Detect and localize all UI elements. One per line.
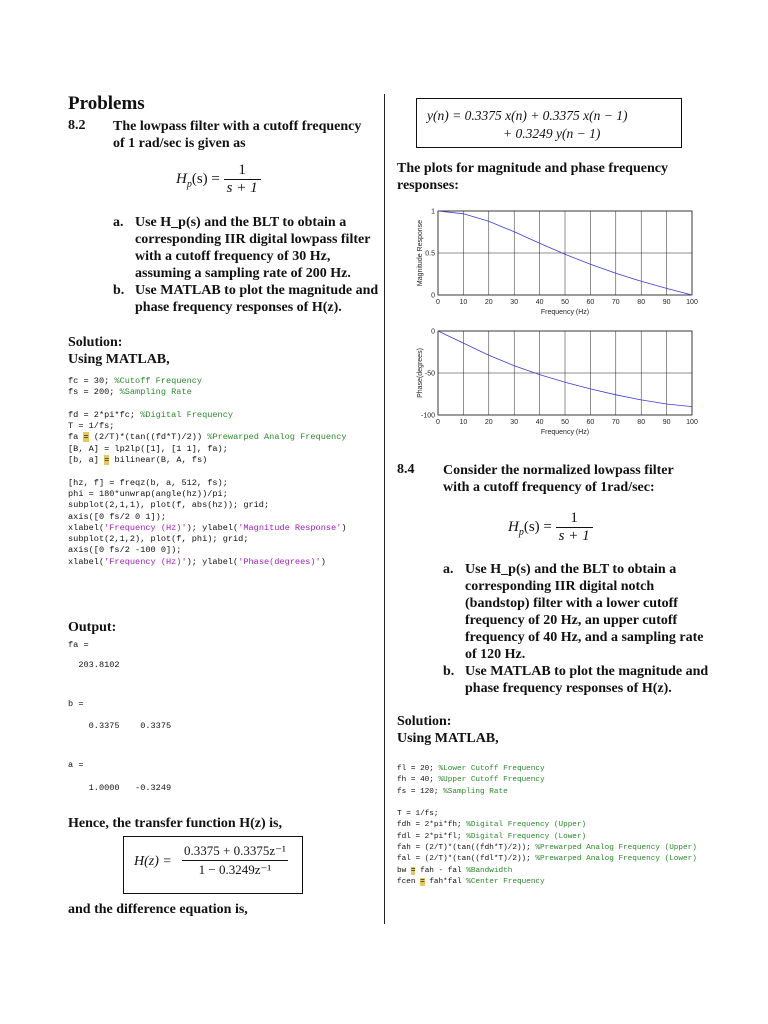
- problem-text-line: with a cutoff frequency of 1rad/sec:: [443, 480, 655, 495]
- code-token: ): [320, 556, 326, 567]
- code-token: [hz, f] = freqz(b, a, 512, fs);: [68, 477, 228, 488]
- code-token: %Lower Cutoff Frequency: [438, 765, 545, 773]
- list-marker: a.: [443, 562, 454, 577]
- hp-subscript: p: [518, 526, 524, 538]
- code-line: [397, 843, 697, 854]
- x-axis-label: Frequency (Hz): [540, 309, 590, 316]
- using-matlab-label: Using MATLAB,: [68, 352, 170, 367]
- x-tick-label: 100: [686, 299, 698, 306]
- code-line: [68, 545, 347, 556]
- list-marker: b.: [113, 283, 125, 298]
- y-axis-label: Phase(degrees): [417, 348, 424, 398]
- x-tick-label: 90: [662, 419, 671, 426]
- code-line: [68, 376, 347, 387]
- code-token: bilinear(B, A, fs): [109, 455, 208, 466]
- hp-transfer-function-1: [176, 162, 261, 197]
- code-token: %Sampling Rate: [443, 787, 508, 796]
- list-item: [443, 663, 743, 697]
- code-token: fah = (2/T)*(tan((fdh*T)/2));: [397, 844, 536, 853]
- using-matlab-label-2: Using MATLAB,: [397, 731, 499, 746]
- code-token: =: [104, 455, 110, 466]
- x-tick-label: 70: [611, 299, 620, 306]
- code-token: %Center Frequency: [466, 877, 545, 886]
- code-line: [397, 809, 697, 820]
- yn-line-2: + 0.3249 y(n − 1): [503, 126, 601, 141]
- x-tick-label: 60: [586, 419, 595, 426]
- list-item-line: frequency of 40 Hz, and a sampling rate: [465, 630, 704, 645]
- output-b-value: 0.3375 0.3375: [68, 721, 172, 731]
- code-token: fc = 30;: [68, 376, 115, 386]
- hp-fraction: [556, 510, 593, 545]
- hp-numerator: 1: [570, 510, 578, 526]
- x-tick-label: 40: [535, 419, 544, 426]
- hp-symbol: H: [508, 518, 519, 535]
- code-token: %Prewarped Analog Frequency: [207, 432, 347, 443]
- y-axis-label: Magnitude Response: [417, 219, 424, 287]
- output-fa-value: 203.8102: [68, 660, 120, 670]
- code-token: %Cutoff Frequency: [114, 376, 203, 386]
- code-token: fah*fal: [424, 877, 467, 886]
- frequency-response-plots: [406, 205, 702, 445]
- code-token: =: [410, 866, 416, 875]
- yn-line-1: y(n) = 0.3375 x(n) + 0.3375 x(n − 1): [427, 108, 628, 123]
- hp-transfer-function-2: [508, 510, 593, 545]
- code-line: [68, 489, 347, 500]
- code-token: fs = 120;: [397, 787, 444, 796]
- hz-denominator: 1 − 0.3249z⁻¹: [182, 860, 288, 878]
- code-line: [68, 410, 347, 421]
- list-marker: b.: [443, 664, 455, 679]
- code-line: [397, 832, 697, 843]
- matlab-code-block-1: [68, 376, 347, 568]
- code-token: fdh = 2*pi*fh;: [397, 821, 467, 830]
- code-line: [68, 399, 347, 410]
- code-token: %Bandwidth: [466, 866, 513, 875]
- x-tick-label: 80: [637, 299, 646, 306]
- code-token: ); ylabel(: [186, 556, 239, 567]
- code-token: 'Frequency (Hz)': [104, 556, 187, 567]
- x-tick-label: 10: [459, 419, 468, 426]
- code-token: [b, a]: [68, 455, 105, 466]
- hp-argument: (s) =: [523, 518, 552, 535]
- code-token: 'Magnitude Response': [238, 522, 342, 533]
- code-token: =: [420, 877, 425, 886]
- list-item: [113, 282, 383, 316]
- y-tick-label: 1: [431, 208, 435, 216]
- code-token: subplot(2,1,1), plot(f, abs(hz)); grid;: [68, 500, 270, 511]
- code-token: fd = 2*pi*fc;: [68, 409, 141, 420]
- x-tick-label: 40: [535, 299, 544, 306]
- x-tick-label: 0: [436, 419, 440, 426]
- problem-text-line: The lowpass filter with a cutoff frequency: [113, 119, 362, 134]
- code-line: [397, 764, 697, 775]
- x-tick-label: 30: [510, 419, 519, 426]
- x-tick-label: 20: [484, 419, 493, 426]
- code-line: [68, 421, 347, 432]
- code-line: [397, 877, 697, 888]
- list-item-line: of 120 Hz.: [465, 647, 526, 662]
- problem-8-4-items: [443, 561, 743, 697]
- code-token: xlabel(: [68, 522, 105, 533]
- x-tick-label: 50: [561, 299, 569, 306]
- x-tick-label: 100: [686, 419, 698, 426]
- plots-text-line: responses:: [397, 178, 459, 193]
- hp-fraction: [224, 162, 261, 197]
- problem-8-4-text: [443, 462, 674, 496]
- code-token: fal = (2/T)*(tan((fdl*T)/2));: [397, 855, 536, 864]
- hz-numerator: 0.3375 + 0.3375z⁻¹: [184, 843, 286, 858]
- y-tick-label: 0.5: [425, 250, 435, 258]
- hp-denominator: s + 1: [556, 527, 593, 545]
- list-item-line: Use H_p(s) and the BLT to obtain a: [135, 215, 347, 230]
- code-line: [397, 798, 697, 809]
- x-tick-label: 90: [662, 299, 671, 306]
- list-item: [443, 561, 743, 663]
- code-line: [397, 820, 697, 831]
- code-token: %Digital Frequency: [140, 409, 234, 420]
- list-item-line: (bandstop) filter with a lower cutoff: [465, 596, 678, 611]
- column-divider: [384, 94, 385, 924]
- difference-equation-box: [416, 98, 682, 148]
- x-tick-label: 0: [436, 299, 440, 306]
- code-token: subplot(2,1,2), plot(f, phi); grid;: [68, 534, 249, 545]
- hz-lhs: H(z) =: [134, 854, 172, 869]
- output-b-name: b =: [68, 699, 84, 709]
- y-tick-label: -100: [420, 412, 435, 420]
- code-token: 'Frequency (Hz)': [104, 522, 187, 533]
- plots-text-line: The plots for magnitude and phase frequency: [397, 161, 668, 176]
- x-axis-label: Frequency (Hz): [540, 429, 590, 436]
- code-token: ); ylabel(: [186, 522, 239, 533]
- code-line: [68, 387, 347, 398]
- plots-text: [397, 160, 668, 194]
- list-item-line: Use MATLAB to plot the magnitude and: [465, 664, 709, 679]
- code-line: [68, 534, 347, 545]
- x-tick-label: 10: [459, 299, 468, 306]
- y-tick-label: 0: [431, 328, 435, 336]
- list-item-line: phase frequency responses of H(z).: [135, 300, 342, 315]
- hp-numerator: 1: [238, 162, 246, 178]
- code-line: [397, 854, 697, 865]
- code-token: ): [341, 522, 347, 533]
- list-item: [113, 214, 383, 282]
- code-token: (2/T)*(tan((fd*T)/2)): [88, 432, 208, 443]
- list-item-line: frequency of 20 Hz, an upper cutoff: [465, 613, 678, 628]
- list-item-line: Use MATLAB to plot the magnitude and: [135, 283, 379, 298]
- x-tick-label: 50: [561, 419, 569, 426]
- code-token: fh = 40;: [397, 776, 439, 785]
- page-title: Problems: [68, 93, 145, 114]
- hp-argument: (s) =: [191, 170, 220, 187]
- list-item-line: assuming a sampling rate of 200 Hz.: [135, 266, 351, 281]
- code-line: [68, 523, 347, 534]
- code-line: [68, 500, 347, 511]
- problem-number-8-2: 8.2: [68, 118, 86, 133]
- problem-8-2-items: [113, 214, 383, 316]
- code-line: [68, 512, 347, 523]
- code-token: fa: [68, 432, 84, 443]
- code-token: %Digital Frequency (Lower): [466, 832, 587, 841]
- code-token: axis([0 fs/2 0 1]);: [68, 511, 166, 522]
- code-token: %Sampling Rate: [119, 387, 192, 398]
- output-a-value: 1.0000 -0.3249: [68, 783, 172, 793]
- code-line: [68, 444, 347, 455]
- code-line: [68, 455, 347, 466]
- hp-subscript: p: [186, 178, 192, 190]
- code-token: T = 1/fs;: [68, 421, 115, 432]
- hz-transfer-function-box: [123, 836, 303, 894]
- list-item-line: phase frequency responses of H(z).: [465, 681, 672, 696]
- code-token: [B, A] = lp2lp([1], [1 1], fa);: [68, 443, 228, 454]
- list-item-line: with a cutoff frequency of 30 Hz,: [135, 249, 331, 264]
- code-token: %Upper Cutoff Frequency: [438, 776, 545, 785]
- y-tick-label: 0: [431, 292, 435, 300]
- code-token: %Digital Frequency (Upper): [466, 821, 587, 830]
- code-token: =: [83, 432, 89, 443]
- code-token: fah - fal: [415, 866, 467, 875]
- code-token: fl = 20;: [397, 765, 439, 773]
- hence-text: Hence, the transfer function H(z) is,: [68, 816, 282, 831]
- difference-equation-text: and the difference equation is,: [68, 902, 248, 917]
- code-line: [68, 432, 347, 443]
- output-label: Output:: [68, 620, 117, 635]
- solution-label: Solution:: [68, 335, 123, 350]
- list-item-line: Use H_p(s) and the BLT to obtain a: [465, 562, 677, 577]
- list-marker: a.: [113, 215, 124, 230]
- code-token: axis([0 fs/2 -100 0]);: [68, 545, 182, 556]
- x-tick-label: 60: [586, 299, 595, 306]
- code-token: bw: [397, 866, 411, 875]
- x-tick-label: 30: [510, 299, 519, 306]
- code-line: [397, 787, 697, 798]
- x-tick-label: 20: [484, 299, 493, 306]
- code-line: [397, 775, 697, 786]
- hp-denominator: s + 1: [224, 179, 261, 197]
- problem-8-2-text: [113, 118, 361, 152]
- code-token: %Prewarped Analog Frequency (Upper): [535, 844, 697, 853]
- code-token: fcen: [397, 877, 421, 886]
- list-item-line: corresponding IIR digital lowpass filter: [135, 232, 371, 247]
- problem-text-line: Consider the normalized lowpass filter: [443, 463, 674, 478]
- solution-label-2: Solution:: [397, 714, 452, 729]
- list-item-line: corresponding IIR digital notch: [465, 579, 655, 594]
- code-token: 'Phase(degrees)': [238, 556, 321, 567]
- hp-symbol: H: [176, 170, 187, 187]
- hz-fraction: [182, 843, 288, 878]
- matlab-code-block-2: [397, 764, 697, 888]
- code-token: T = 1/fs;: [397, 810, 439, 819]
- code-line: [68, 466, 347, 477]
- code-line: [397, 866, 697, 877]
- problem-number-8-4: 8.4: [397, 462, 415, 477]
- code-token: fs = 200;: [68, 387, 120, 398]
- output-a-name: a =: [68, 760, 84, 770]
- code-token: xlabel(: [68, 556, 105, 567]
- output-fa-name: fa =: [68, 640, 89, 650]
- x-tick-label: 70: [611, 419, 620, 426]
- code-token: phi = 180*unwrap(angle(hz))/pi;: [68, 488, 228, 499]
- y-tick-label: -50: [424, 370, 435, 378]
- code-line: [68, 557, 347, 568]
- code-token: %Prewarped Analog Frequency (Lower): [535, 855, 697, 864]
- code-line: [68, 478, 347, 489]
- code-token: fdl = 2*pi*fl;: [397, 832, 467, 841]
- problem-text-line: of 1 rad/sec is given as: [113, 136, 246, 151]
- x-tick-label: 80: [637, 419, 646, 426]
